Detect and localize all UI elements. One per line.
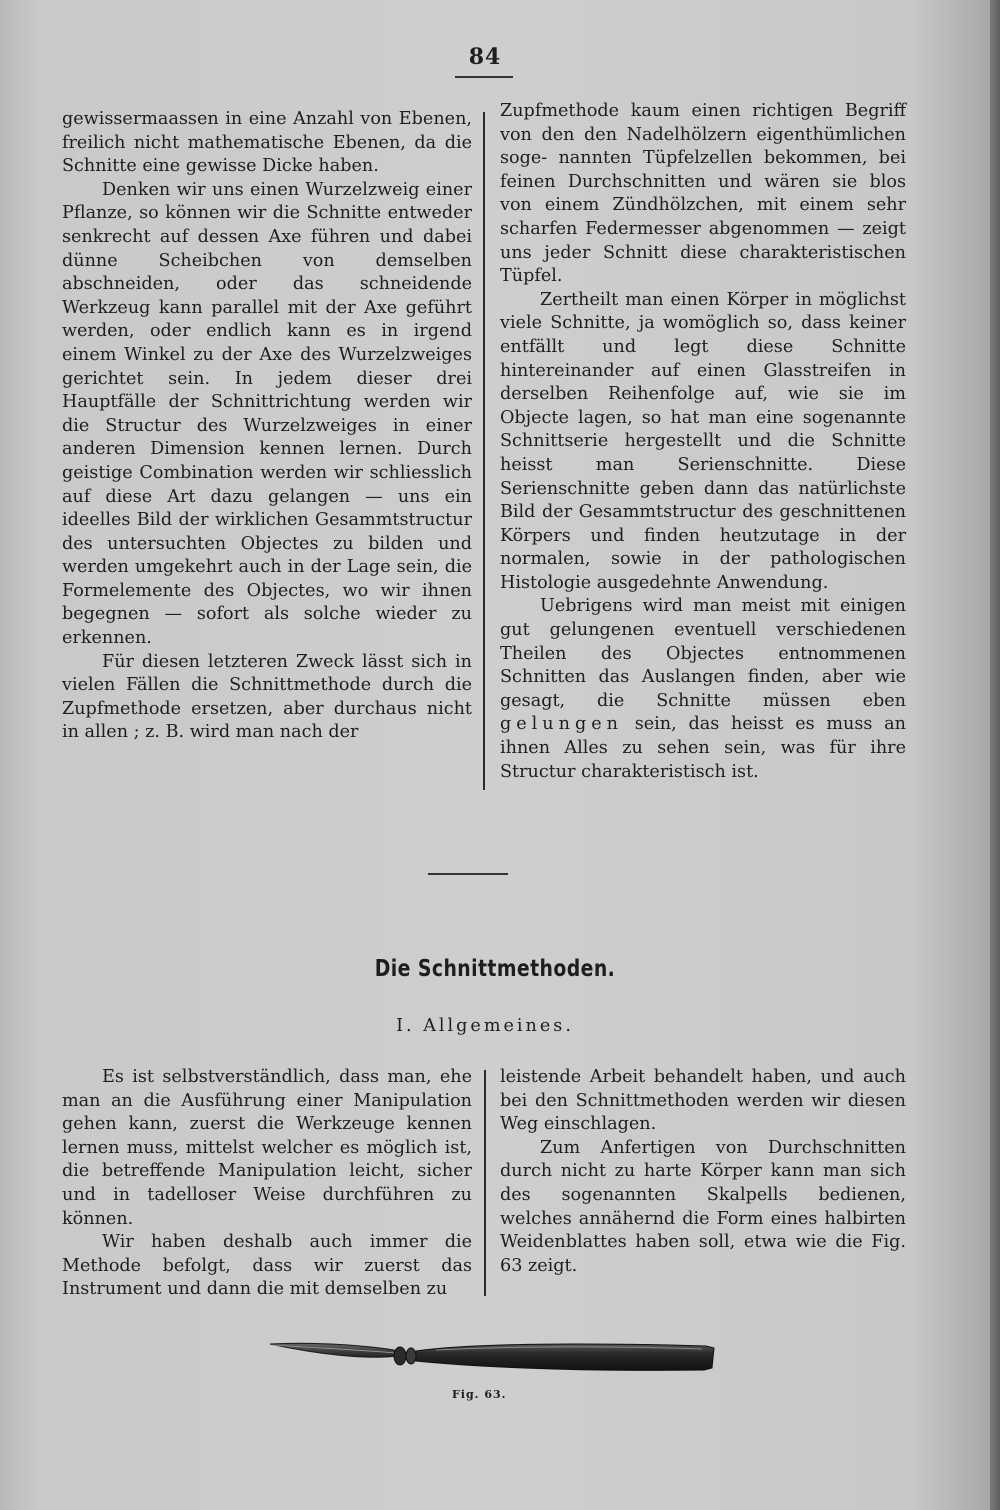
paragraph-text: sein, das heisst es muss an ihnen Alles zu sehen sein, was für ihre Structur charakteristisch ist. [500, 714, 906, 782]
paragraph: Es ist selbstverständlich, dass man, ehe man an die Ausführung einer Manipulation gehen kann, zuerst die Werkzeuge kennen lernen muss, mittelst welcher es möglich ist, die betreffende Manipulation leicht, sicher und in tadelloser Weise durchführen zu können. [62, 1067, 472, 1229]
column-divider [484, 1070, 486, 1296]
emphasized-word: gelungen [500, 714, 623, 735]
figure-caption: Fig. 63. [452, 1388, 507, 1401]
paragraph-text: Uebrigens wird man meist mit einigen gut gelungenen eventuell verschiedenen Theilen des Objectes entnommenen Schnitten das Auslangen finden, aber wie gesagt, die Schnitte müssen eben [500, 596, 906, 711]
scalpel-icon [266, 1334, 718, 1382]
section-subtitle: I. Allgemeines. [396, 1016, 574, 1036]
top-right-column [500, 100, 906, 784]
paragraph: Zupfmethode kaum einen richtigen Begriff von den den Nadelhölzern eigenthümlichen soge- nannten Tüpfelzellen bekommen, bei feinen Durchschnitten und wären sie blos von einem Zündhölzchen, mit einem sehr scharfen Federmesser abgenommen — zeigt uns jeder Schnitt diese charakteristischen Tüpfel. [500, 101, 906, 287]
top-left-column [62, 108, 472, 745]
page-edge-shadow [990, 0, 1000, 1510]
paragraph: Zertheilt man einen Körper in möglichst viele Schnitte, ja womöglich so, dass keiner entfällt und legt diese Schnitte hintereinander auf einen Glasstreifen in derselben Reihenfolge auf, wie sie im Objecte lagen, so hat man eine sogenannte Schnittserie hergestellt und die Schnitte heisst man Serienschnitte. Diese Serienschnitte geben dann das natürlichste Bild der Gesammtstructur des geschnittenen Körpers und finden heutzutage in der normalen, sowie in der pathologischen Histologie ausgedehnte Anwendung. [500, 289, 906, 593]
paragraph: gewissermaassen in eine Anzahl von Ebenen, freilich nicht mathematische Ebenen, da die Schnitte eine gewisse Dicke haben. [62, 109, 472, 177]
page-number: 84 [468, 44, 502, 70]
bottom-left-column [62, 1066, 472, 1302]
paragraph: leistende Arbeit behandelt haben, und auch bei den Schnittmethoden werden wir diesen Weg einschlagen. [500, 1067, 906, 1135]
section-separator [428, 873, 508, 875]
bottom-right-column [500, 1066, 906, 1278]
paragraph: Zum Anfertigen von Durchschnitten durch nicht zu harte Körper kann man sich des sogenannten Skalpells bedienen, welches annähernd die Form eines halbirten Weidenblattes haben soll, etwa wie die Fig. 63 zeigt. [500, 1137, 906, 1276]
scalpel-illustration [266, 1334, 718, 1382]
page-number-underline [455, 76, 513, 78]
paragraph: Wir haben deshalb auch immer die Methode befolgt, dass wir zuerst das Instrument und dann die mit demselben zu [62, 1232, 472, 1300]
paragraph: Denken wir uns einen Wurzelzweig einer Pflanze, so können wir die Schnitte entweder senkrecht auf dessen Axe führen und dabei dünne Scheibchen von demselben abschneiden, oder das schneidende Werkzeug kann parallel mit der Axe geführt werden, oder endlich kann es in irgend einem Winkel zu der Axe des Wurzelzweiges gerichtet sein. In jedem dieser drei Hauptfälle der Schnittrichtung werden wir die Structur des Wurzelzweiges in einer anderen Dimension kennen lernen. Durch geistige Combination werden wir schliesslich auf diese Art dazu gelangen — uns ein ideelles Bild der wirklichen Gesammtstructur des untersuchten Objectes zu bilden und werden umgekehrt auch in der Lage sein, die Formelemente des Objectes, wo wir ihnen begegnen — sofort als solche wieder zu erkennen. [62, 179, 472, 649]
paragraph: Für diesen letzteren Zweck lässt sich in vielen Fällen die Schnittmethode durch die Zupfmethode ersetzen, aber durchaus nicht in allen ; z. B. wird man nach der [62, 651, 472, 743]
paragraph [500, 595, 906, 784]
section-title: Die Schnittmethoden. [374, 956, 616, 982]
column-divider [483, 112, 485, 790]
